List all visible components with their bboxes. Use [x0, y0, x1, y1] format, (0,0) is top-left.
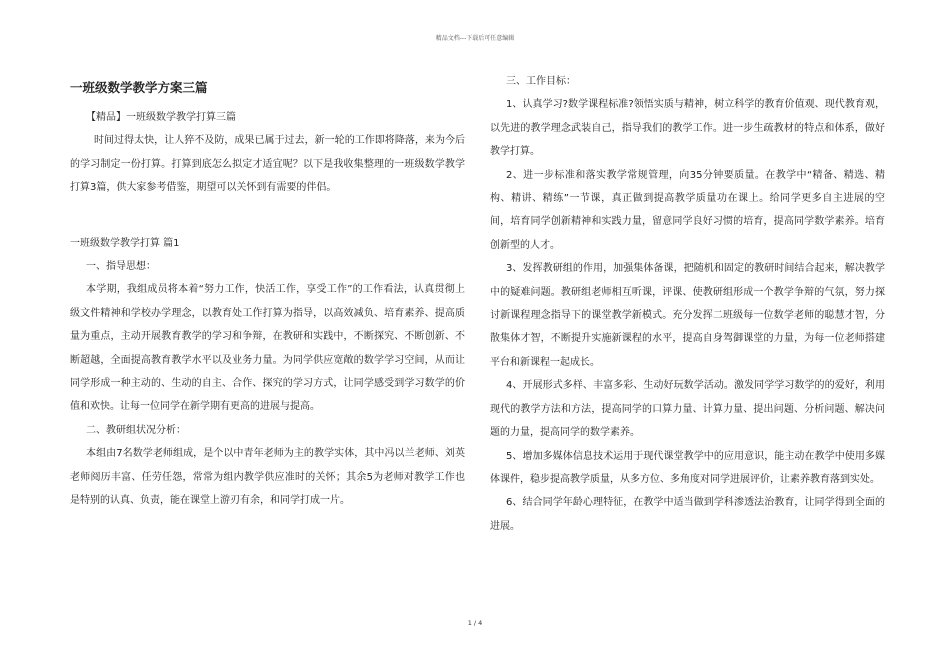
- page-header: 精品文档---下载后可任意编辑: [435, 35, 515, 42]
- paragraph-group-analysis: 本组由7名数学老师组成，是个以中青年老师为主的教学实体，其中冯以兰老师、刘英老师阅历丰富、任劳任怨，常常为组内教学供应准时的关怀；其余5为老师对教学工作也是特别的认真、负责，能在课堂上游刃有余，和同学打成一片。: [70, 448, 465, 507]
- document-title: 一班级数学教学方案三篇: [70, 80, 208, 95]
- goal-item-4: 4、开展形式多样、丰富多彩、生动好玩数学活动。激发同学学习数学的的爱好，利用现代的教学方法和方法，提高同学的口算力量、计算力量、提出问题、分析问题、解决问题的力量，提高同学的数学素养。: [490, 380, 885, 439]
- left-column: [70, 70, 465, 513]
- goal-item-6: 6、结合同学年龄心理特征，在教学中适当做到学科渗透法治教育，让同学得到全面的进展。: [490, 497, 885, 532]
- intro-paragraph: 时间过得太快，让人猝不及防，成果已属于过去，新一轮的工作即将降落，来为今后的学习制定一份打算。打算到底怎么拟定才适宜呢？以下是我收集整理的一班级数学教学打算3篇，供大家参考借鉴，期望可以关怀到有需要的伴侣。: [70, 135, 465, 194]
- goal-item-3: 3、发挥教研组的作用，加强集体备课，把随机和固定的教研时间结合起来，解决教学中的疑难问题。教研组老师相互听课，评课、使教研组形成一个教学争辩的气氛，努力探讨新课程理念指导下的课堂教学新模式。充分发挥二班级每一位数学老师的聪慧才智，分散集体才智，不断提升实施新课程的水平，提高自身驾御课堂的力量，为每一位老师搭建平台和新课程一起成长。: [490, 263, 885, 368]
- subtitle: 【精品】一班级数学教学打算三篇: [86, 112, 236, 123]
- heading-work-goals: 三、工作目标：: [506, 76, 576, 87]
- page-number: 1 / 4: [467, 619, 483, 627]
- goal-item-5: 5、增加多媒体信息技术运用于现代课堂教学中的应用意识，能主动在教学中使用多媒体课件，稳步提高教学质量，从多方位、多角度对同学进展评价，让素养教育落到实处。: [490, 450, 885, 485]
- section-title: 一班级数学教学打算 篇1: [70, 237, 180, 249]
- goal-item-2: 2、进一步标准和落实教学常规管理，向35分钟要质量。在教学中“精备、精选、精构、精讲、精练”一节课，真正做到提高教学质量功在课上。给同学更多自主进展的空间，培育同学创新精神和实践力量，留意同学良好习惯的培育，提高同学数学素养。培育创新型的人才。: [490, 169, 885, 251]
- paragraph-guiding-thought: 本学期，我组成员将本着“努力工作，快活工作，享受工作”的工作看法，认真贯彻上级文件精神和学校办学理念，以教育处工作打算为指导，以高效减负、培育素养、提高质量为重点，主动开展教育教学的学习和争辩，在教研和实践中，不断探究、不断创新、不断超越，全面提高教育教学水平以及业务力量。为同学供应宽敞的数学学习空间，从而让同学形成一种主动的、生动的自主、合作、探究的学习方式，让同学感受到学习数学的价值和欢快。让每一位同学在新学期有更高的进展与提高。: [70, 284, 465, 413]
- right-column: [490, 70, 885, 538]
- heading-group-analysis: 二、教研组状况分析：: [86, 424, 186, 436]
- heading-guiding-thought: 一、指导思想：: [86, 261, 156, 273]
- goal-item-1: 1、认真学习?数学课程标准?领悟实质与精神，树立科学的教育价值观、现代教育观，以先进的教学理念武装自己，指导我们的教学工作。进一步生疏教材的特点和体系，做好教学打算。: [490, 99, 885, 158]
